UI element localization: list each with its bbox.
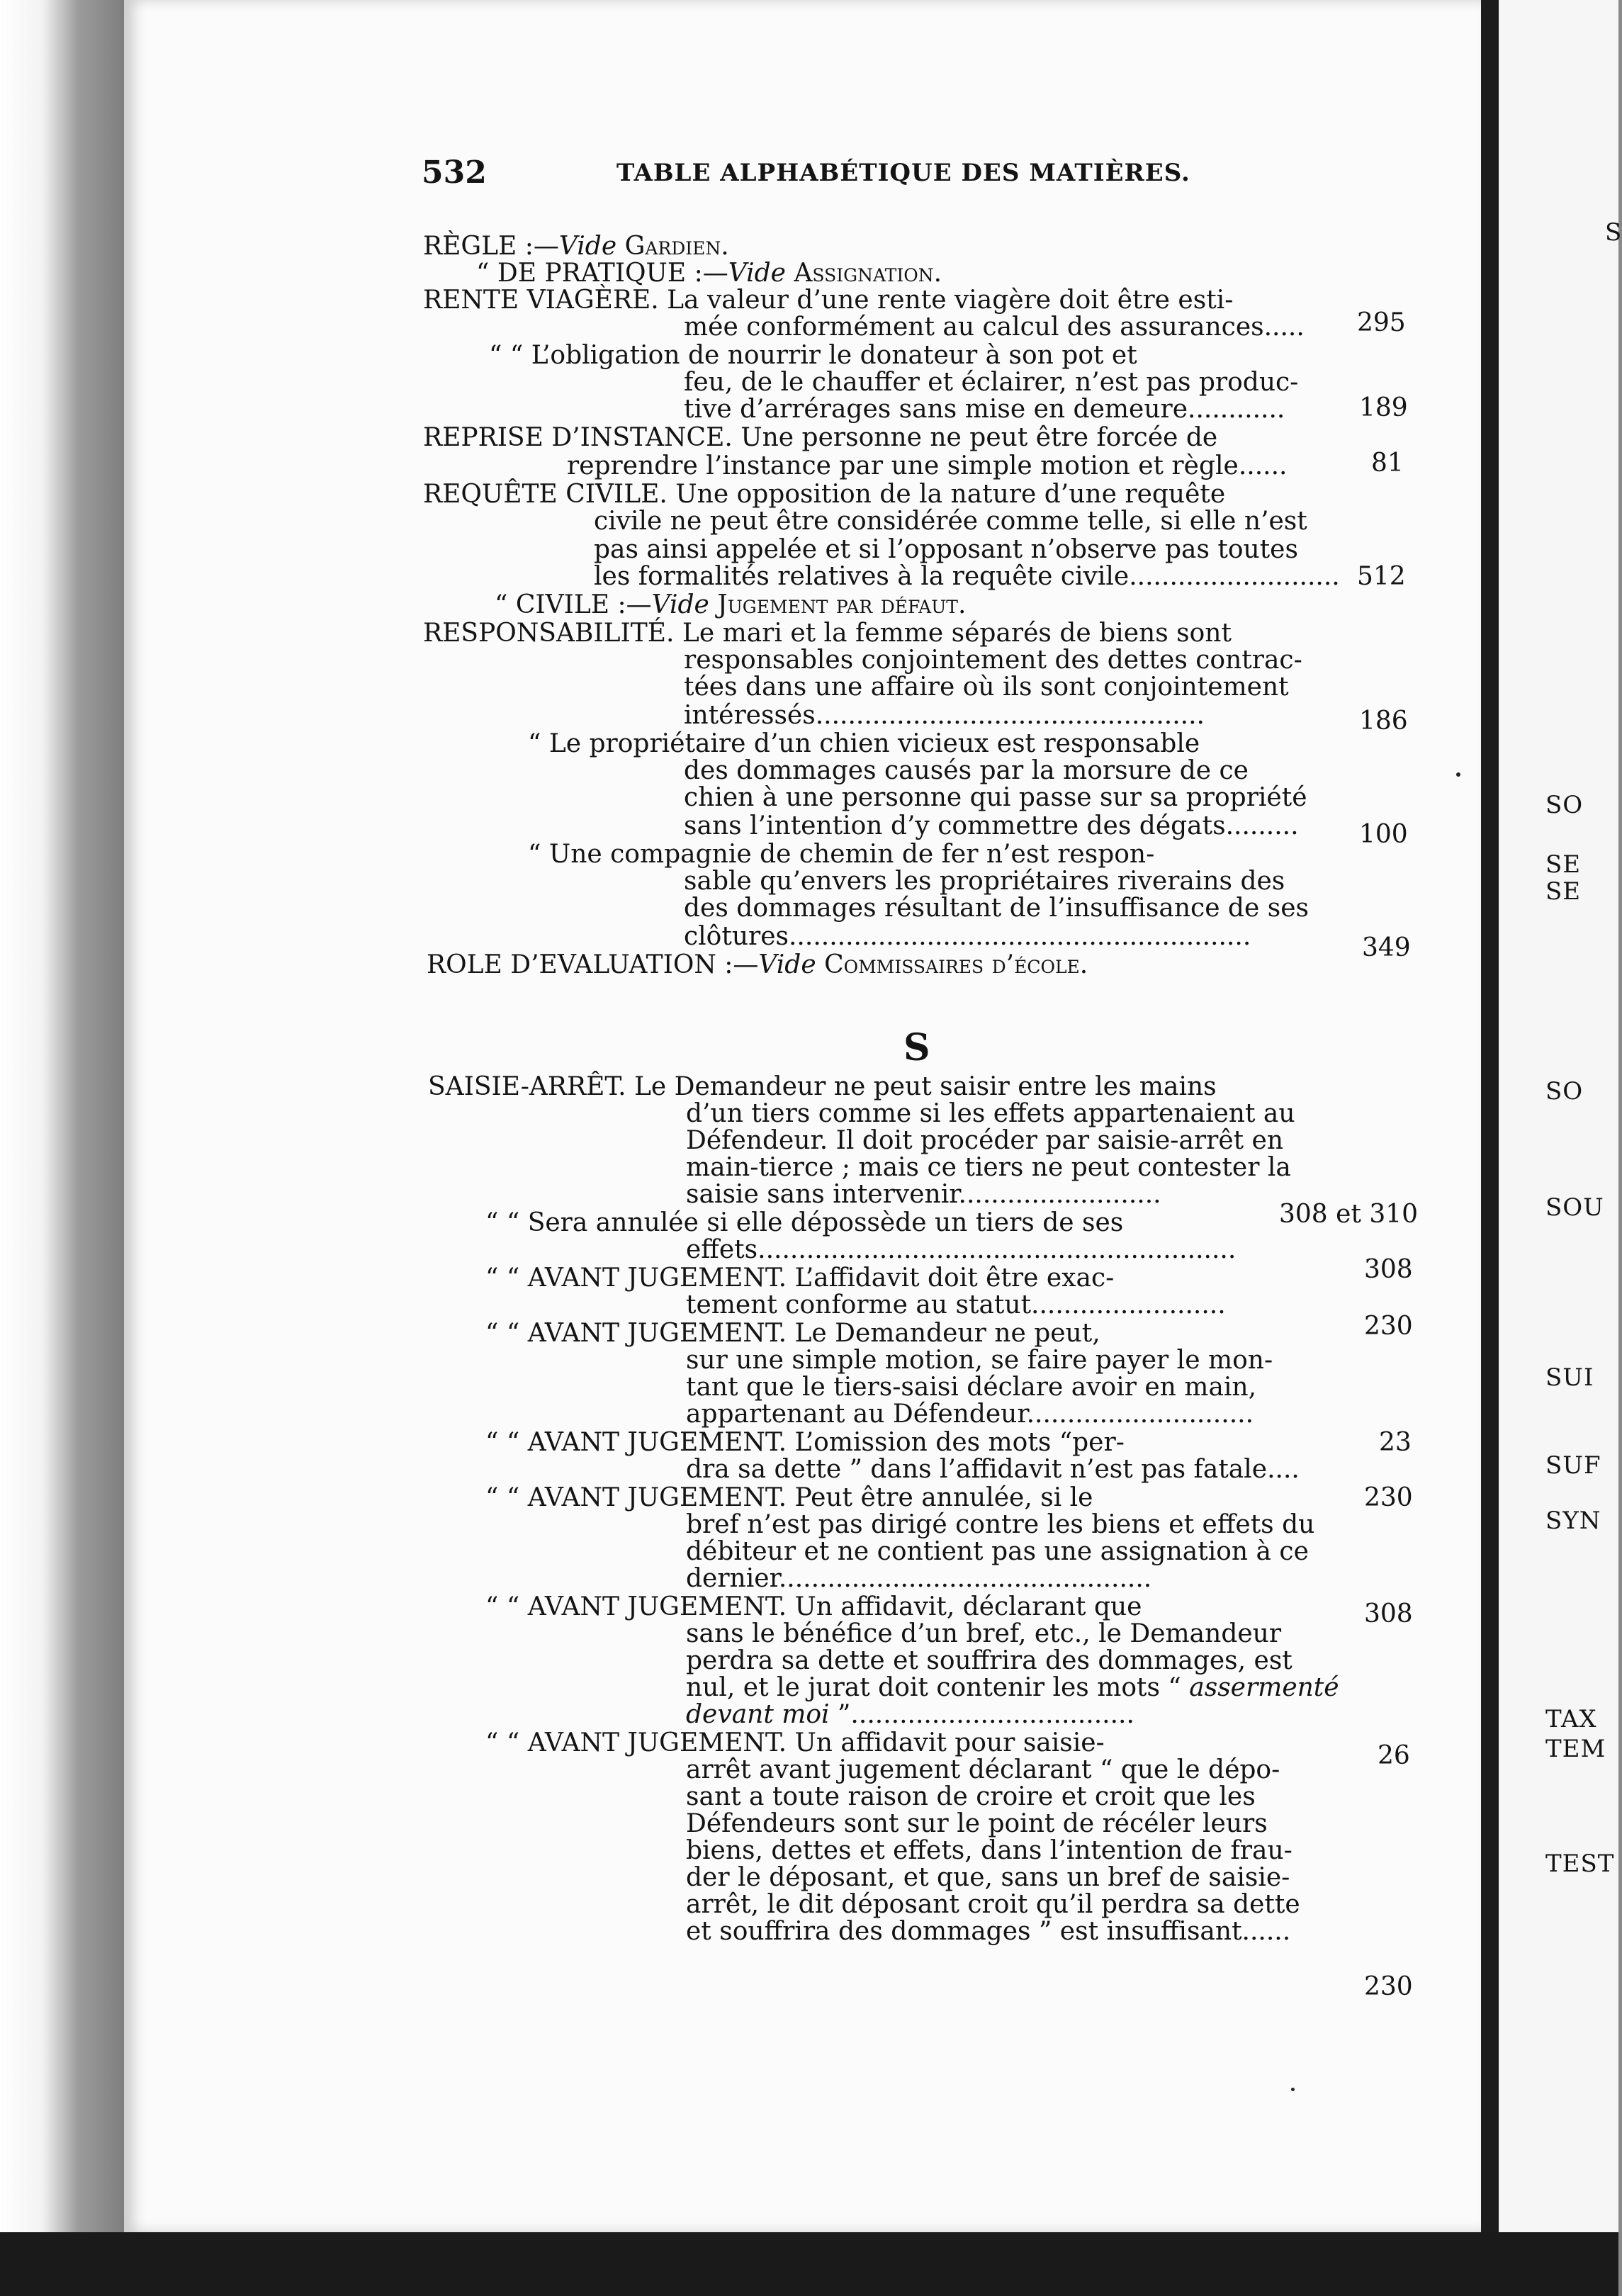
facing-page-fragment: SE	[1545, 850, 1582, 879]
index-entry-line	[686, 1236, 1236, 1264]
entry-text: SAISIE-ARRÊT. Le Demandeur ne peut saisir entre les mains	[428, 1072, 1217, 1101]
index-entry-line	[686, 1918, 1290, 1946]
entry-text	[709, 590, 717, 619]
entry-text: RESPONSABILITÉ. Le mari et la femme séparés de biens sont	[423, 619, 1232, 648]
entry-text: mée conformément au calcul des assurances.....	[684, 313, 1305, 342]
index-entry-line	[567, 452, 1287, 480]
entry-text: “ “ AVANT JUGEMENT. Le Demandeur ne peut,	[485, 1319, 1100, 1348]
index-entry-line	[423, 232, 729, 261]
entry-text: bref n’est pas dirigé contre les biens et effets du	[686, 1510, 1315, 1539]
index-entry-line	[528, 840, 1154, 869]
index-entry-line	[686, 1511, 1314, 1539]
index-entry-line	[686, 1756, 1280, 1784]
entry-text: débiteur et ne contient pas une assignation à ce	[686, 1537, 1309, 1566]
scanner-bottom-edge	[0, 2232, 1618, 2296]
index-entry-line	[684, 313, 1305, 342]
entry-text: REQUÊTE CIVILE. Une opposition de la nature d’une requête	[423, 480, 1226, 509]
index-entry-line	[594, 536, 1298, 564]
index-entry-line	[686, 1810, 1268, 1838]
index-entry-line	[684, 784, 1307, 812]
facing-page-fragment: SE	[1545, 877, 1582, 906]
entry-text: tement conforme au statut........................	[686, 1290, 1226, 1319]
entry-text: reprendre l’instance par une simple motion et règle......	[567, 451, 1288, 480]
index-entry-line	[686, 1346, 1273, 1375]
entry-text: “ Une compagnie de chemin de fer n’est respon-	[528, 840, 1155, 869]
index-entry-line	[476, 259, 942, 288]
entry-text: d’un tiers comme si les effets appartenaient au	[686, 1099, 1295, 1128]
ink-speck	[1291, 2088, 1295, 2091]
entry-text: appartenant au Défendeur............................	[686, 1400, 1254, 1429]
index-entry-line	[489, 342, 1137, 370]
index-entry-line	[485, 1319, 1100, 1348]
index-entry-line	[686, 1127, 1283, 1155]
entry-text: dernier..............................................	[686, 1564, 1152, 1593]
italic-text: devant moi	[686, 1700, 830, 1729]
page-reference: 230	[1364, 1972, 1413, 2001]
index-entry-line	[686, 1565, 1151, 1593]
index-entry-line	[686, 1620, 1281, 1648]
facing-page-fragment: S	[1605, 218, 1622, 247]
index-entry-line	[485, 1209, 1123, 1237]
entry-text: sable qu’envers les propriétaires riverains des	[684, 867, 1285, 896]
index-entry-line	[686, 1864, 1290, 1892]
index-entry-line	[423, 480, 1225, 509]
index-entry-line	[684, 646, 1302, 675]
index-entry-line	[485, 1264, 1114, 1293]
italic-text: Vide	[758, 950, 816, 979]
page-reference: 23	[1379, 1428, 1412, 1457]
entry-text: “ “ AVANT JUGEMENT. L’omission des mots “per-	[485, 1428, 1125, 1457]
entry-text: tant que le tiers-saisi déclare avoir en main,	[686, 1373, 1257, 1402]
italic-text: Vide	[651, 590, 709, 619]
index-entry-line	[594, 507, 1307, 536]
facing-page-fragment: SO	[1545, 791, 1584, 819]
index-entry-line	[427, 951, 1088, 979]
page-number: 532	[422, 154, 487, 191]
entry-text: sant a toute raison de croire et croit que les	[686, 1782, 1256, 1811]
page-reference: 81	[1371, 449, 1404, 478]
entry-text: et souffrira des dommages ” est insuffisant......	[686, 1917, 1291, 1946]
entry-text: “ “ L’obligation de nourrir le donateur à son pot et	[489, 341, 1137, 370]
facing-page-fragment: SUF	[1545, 1451, 1601, 1480]
italic-text: assermenté	[1189, 1673, 1339, 1702]
page-reference: 308	[1364, 1599, 1413, 1628]
entry-text: sans le bénéfice d’un bref, etc., le Demandeur	[686, 1619, 1282, 1648]
entry-text: civile ne peut être considérée comme telle, si elle n’est	[594, 507, 1307, 536]
entry-text: perdra sa dette et souffrira des dommages, est	[686, 1646, 1292, 1675]
page-reference: 308 et 310	[1279, 1200, 1419, 1229]
index-entry-line	[594, 563, 1340, 591]
small-caps-text: Jugement par défaut.	[717, 590, 967, 619]
facing-page-fragment: SO	[1545, 1077, 1584, 1105]
facing-page-fragment: SYN	[1545, 1507, 1601, 1535]
index-entry-line	[686, 1647, 1292, 1675]
entry-text: pas ainsi appelée et si l’opposant n’observe pas toutes	[594, 535, 1298, 564]
index-entry-line	[686, 1373, 1256, 1402]
entry-text: ROLE D’EVALUATION :—	[427, 950, 759, 979]
entry-text: Défendeurs sont sur le point de récéler leurs	[686, 1809, 1268, 1838]
entry-text: tées dans une affaire où ils sont conjointement	[684, 673, 1289, 702]
entry-text: “ DE PRATIQUE :—	[476, 259, 728, 288]
index-entry-line	[684, 812, 1299, 840]
page-reference: 295	[1357, 308, 1406, 337]
entry-text: intéressés................................................	[684, 701, 1205, 730]
entry-text: responsables conjointement des dettes contrac-	[684, 646, 1302, 675]
italic-text: Vide	[728, 259, 786, 288]
entry-text: main-tierce ; mais ce tiers ne peut contester la	[686, 1153, 1291, 1182]
entry-text: nul, et le jurat doit contenir les mots “	[686, 1673, 1190, 1702]
facing-page-fragment: TEST	[1545, 1850, 1615, 1878]
index-entry-line	[686, 1100, 1295, 1128]
index-entry-line	[686, 1783, 1256, 1811]
entry-text: “ CIVILE :—	[495, 590, 652, 619]
index-entry-line	[686, 1456, 1300, 1484]
ink-speck	[1456, 772, 1460, 777]
entry-text	[786, 259, 794, 288]
page-reference: 308	[1364, 1255, 1413, 1284]
entry-text: “ “ AVANT JUGEMENT. Un affidavit pour saisie-	[485, 1728, 1105, 1757]
letter-heading: S	[903, 1026, 930, 1069]
entry-text: tive d’arrérages sans mise en demeure............	[684, 395, 1285, 424]
page-reference: 189	[1359, 393, 1408, 422]
index-entry-line	[485, 1593, 1142, 1621]
facing-page-edge	[1499, 0, 1622, 2232]
facing-page-fragment: TAX	[1545, 1705, 1597, 1733]
page-reference: 100	[1359, 820, 1408, 849]
index-entry-line	[684, 702, 1205, 730]
page-reference: 230	[1364, 1483, 1413, 1512]
index-entry-line	[684, 923, 1251, 951]
index-entry-line	[686, 1181, 1161, 1209]
index-entry-line	[686, 1538, 1309, 1566]
entry-text: REPRISE D’INSTANCE. Une personne ne peut être forcée de	[423, 423, 1218, 452]
entry-text: arrêt avant jugement déclarant “ que le dépo-	[686, 1755, 1280, 1784]
index-entry-line	[686, 1701, 1134, 1729]
index-entry-line	[485, 1429, 1125, 1457]
entry-text: des dommages causés par la morsure de ce	[684, 756, 1249, 785]
page-reference: 186	[1359, 707, 1408, 736]
entry-text: ”...................................	[829, 1700, 1134, 1729]
facing-page-fragment: SUI	[1545, 1363, 1594, 1392]
entry-text: “ “ AVANT JUGEMENT. L’affidavit doit être exac-	[485, 1264, 1115, 1293]
index-entry-line	[423, 286, 1233, 315]
small-caps-text: Commissaires d’école.	[824, 950, 1088, 979]
page-reference: 349	[1362, 933, 1411, 962]
entry-text: des dommages résultant de l’insuffisance de ses	[684, 894, 1309, 923]
entry-text: biens, dettes et effets, dans l’intention de frau-	[686, 1836, 1292, 1865]
page-reference: 26	[1378, 1741, 1410, 1770]
index-entry-line	[423, 619, 1232, 648]
small-caps-text: Gardien.	[624, 232, 729, 261]
entry-text: “ Le propriétaire d’un chien vicieux est responsable	[528, 729, 1200, 758]
entry-text	[816, 950, 824, 979]
index-entry-line	[485, 1484, 1093, 1512]
page-reference: 230	[1364, 1312, 1413, 1341]
entry-text: “ “ AVANT JUGEMENT. Peut être annulée, si le	[485, 1483, 1093, 1512]
facing-page-fragment: TEM	[1545, 1735, 1606, 1763]
running-title: TABLE ALPHABÉTIQUE DES MATIÈRES.	[616, 159, 1190, 187]
index-entry-line	[684, 673, 1289, 702]
index-entry-line	[684, 395, 1285, 424]
index-entry-line	[686, 1154, 1291, 1182]
entry-text: “ “ Sera annulée si elle dépossède un tiers de ses	[485, 1208, 1124, 1237]
entry-text: feu, de le chauffer et éclairer, n’est pas produc-	[684, 368, 1299, 397]
page-reference: 512	[1357, 562, 1406, 591]
index-entry-line	[528, 730, 1200, 758]
index-entry-line	[684, 867, 1285, 896]
entry-text: sur une simple motion, se faire payer le mon-	[686, 1346, 1273, 1375]
entry-text: RENTE VIAGÈRE. La valeur d’une rente viagère doit être esti-	[423, 286, 1234, 315]
index-entry-line	[684, 368, 1298, 397]
small-caps-text: Assignation.	[794, 259, 942, 288]
entry-text: effets...........................................................	[686, 1235, 1237, 1264]
entry-text: chien à une personne qui passe sur sa propriété	[684, 783, 1307, 812]
entry-text: der le déposant, et que, sans un bref de saisie-	[686, 1863, 1290, 1892]
index-entry-line	[686, 1291, 1226, 1319]
entry-text: arrêt, le dit déposant croit qu’il perdra sa dette	[686, 1890, 1300, 1919]
entry-text: “ “ AVANT JUGEMENT. Un affidavit, déclarant que	[485, 1592, 1142, 1621]
entry-text	[616, 232, 624, 261]
index-entry-line	[428, 1073, 1217, 1101]
index-entry-line	[684, 757, 1249, 785]
entry-text: les formalités relatives à la requête civile..........................	[594, 562, 1340, 591]
index-entry-line	[686, 1837, 1292, 1865]
index-entry-line	[495, 591, 966, 619]
index-entry-line	[423, 424, 1217, 452]
book-gutter	[1481, 0, 1499, 2232]
entry-text: dra sa dette ” dans l’affidavit n’est pas fatale....	[686, 1455, 1300, 1484]
index-entry-line	[684, 894, 1309, 923]
index-entry-line	[485, 1729, 1105, 1757]
index-entry-line	[686, 1891, 1300, 1919]
scanner-margin	[0, 0, 124, 2296]
entry-text: saisie sans intervenir.........................	[686, 1180, 1161, 1209]
entry-text: clôtures.........................................................	[684, 922, 1251, 951]
index-entry-line	[686, 1400, 1254, 1429]
facing-page-fragment: SOU	[1545, 1193, 1604, 1222]
entry-text: Défendeur. Il doit procéder par saisie-arrêt en	[686, 1126, 1284, 1155]
entry-text: sans l’intention d’y commettre des dégats.........	[684, 811, 1299, 840]
italic-text: Vide	[558, 232, 617, 261]
entry-text: RÈGLE :—	[423, 232, 559, 261]
index-entry-line	[686, 1674, 1339, 1702]
